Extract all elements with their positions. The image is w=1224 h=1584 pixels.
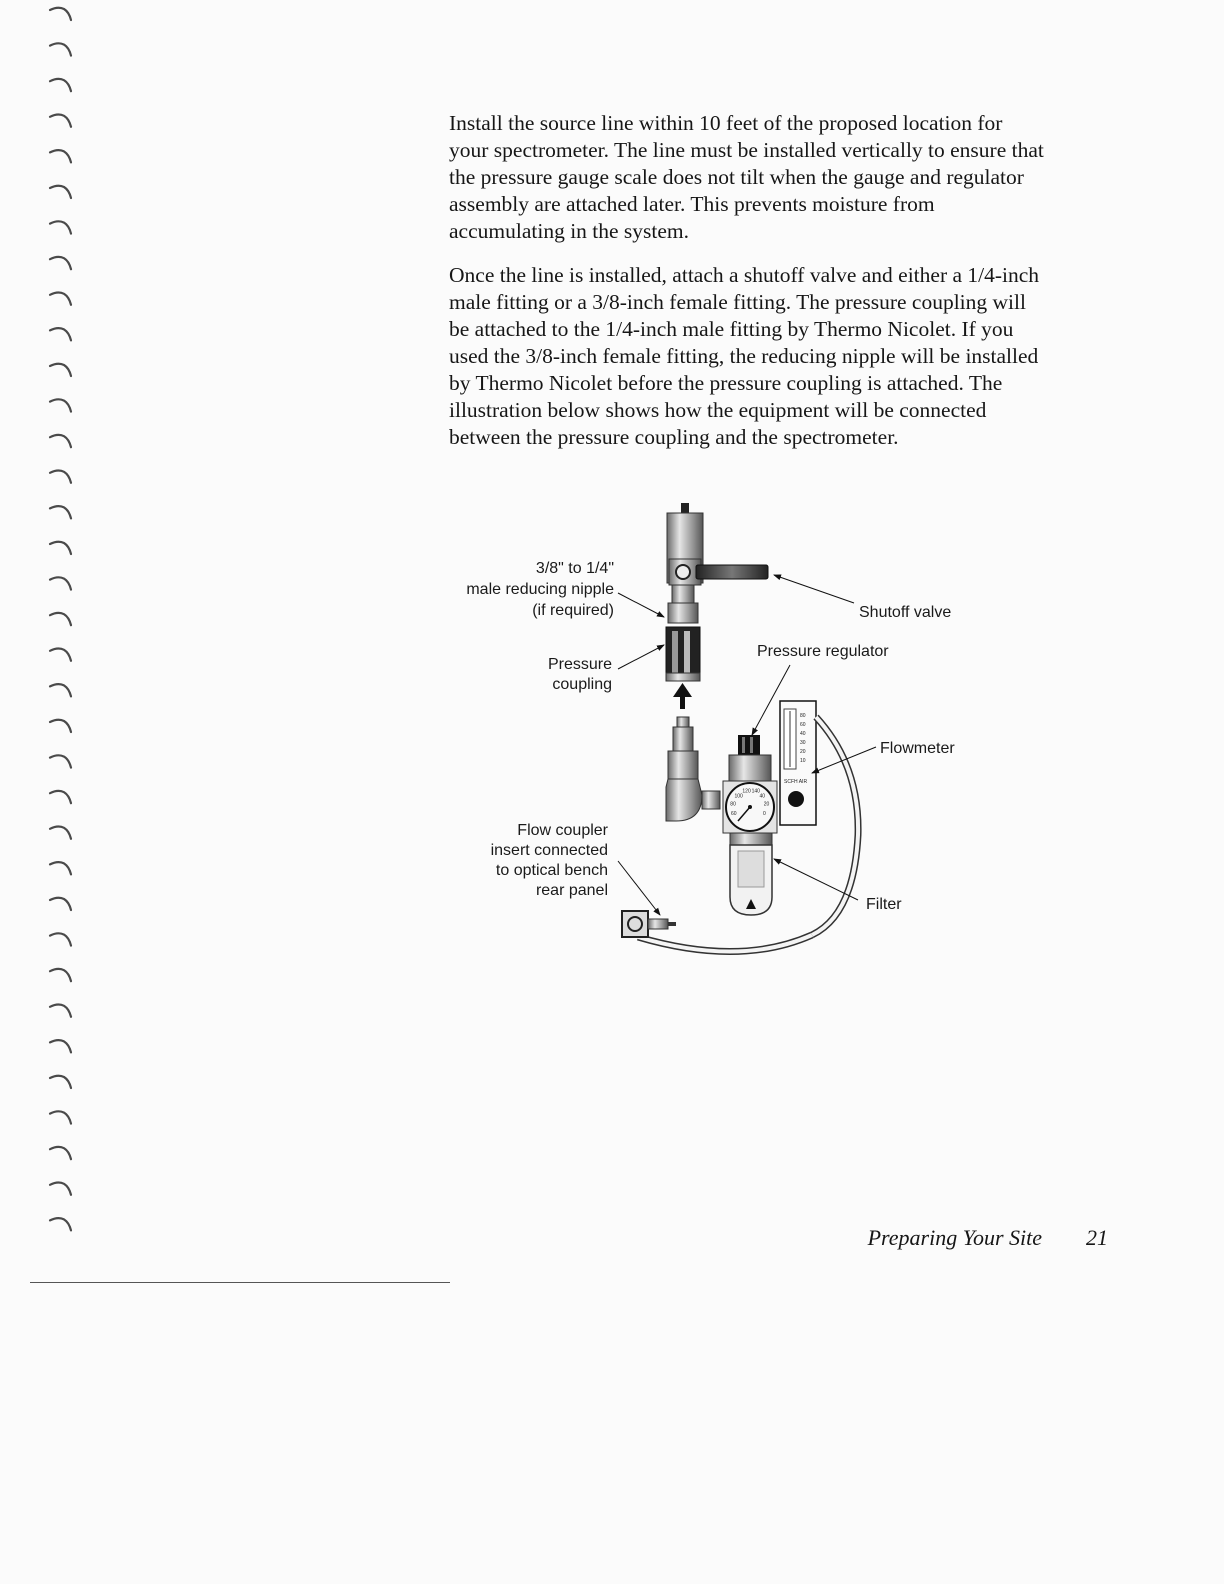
- binding-ring: [50, 684, 71, 696]
- binding-ring: [50, 79, 71, 91]
- label-pressure-regulator: Pressure regulator: [757, 643, 889, 660]
- paragraph-line: assembly are attached later. This prevents moisture from: [449, 192, 935, 216]
- paragraph-line: between the pressure coupling and the spectrometer.: [449, 425, 899, 449]
- flowmeter-scale-label: 40: [800, 731, 806, 737]
- paragraph-line: used the 3/8-inch female fitting, the reducing nipple will be installed: [449, 344, 1039, 368]
- equipment-illustration: [440, 495, 980, 975]
- label-coupling-line2: coupling: [552, 676, 612, 693]
- paragraph-line: Once the line is installed, attach a shutoff valve and either a 1/4-inch: [449, 263, 1040, 287]
- paragraph-line: your spectrometer. The line must be installed vertically to ensure that: [449, 138, 1044, 162]
- binding-ring: [50, 613, 71, 625]
- optical-bench-insert-graphic: [622, 911, 676, 937]
- binding-ring: [50, 862, 71, 874]
- binding-ring: [50, 399, 71, 411]
- binding-ring: [50, 8, 71, 20]
- gauge-scale-label: 120: [742, 788, 751, 795]
- binding-ring: [50, 649, 71, 661]
- label-flowmeter: Flowmeter: [880, 740, 955, 757]
- flowmeter-scale-label: 30: [800, 740, 806, 746]
- binding-ring: [50, 969, 71, 981]
- binding-ring: [50, 1218, 71, 1230]
- page-footer: [790, 1225, 1110, 1257]
- binding-ring: [50, 1076, 71, 1088]
- binding-ring: [50, 791, 71, 803]
- flowmeter-scale-label: 80: [800, 713, 806, 719]
- binding-ring: [50, 364, 71, 376]
- coupler-insert-graphic: [666, 717, 720, 821]
- binding-ring: [50, 1183, 71, 1195]
- gauge-scale-label: 80: [730, 801, 736, 808]
- flowmeter-scale-label: 10: [800, 758, 806, 764]
- paragraph-line: accumulating in the system.: [449, 219, 690, 243]
- binding-ring: [50, 221, 71, 233]
- flowmeter-scale-label: 20: [800, 749, 806, 755]
- binding-ring: [50, 720, 71, 732]
- binding-ring: [50, 293, 71, 305]
- paragraph-line: the pressure gauge scale does not tilt when the gauge and regulator: [449, 165, 1024, 189]
- paragraph-line: male fitting or a 3/8-inch female fitting. The pressure coupling will: [449, 290, 1026, 314]
- label-nipple-line2: male reducing nipple: [466, 581, 614, 598]
- paragraph-line: illustration below shows how the equipment will be connected: [449, 398, 987, 422]
- page-number: 21: [1086, 1225, 1108, 1250]
- gauge-scale-label: 0: [763, 810, 766, 817]
- label-flow-coupler-line4: rear panel: [535, 882, 608, 899]
- binding-ring: [50, 898, 71, 910]
- binding-ring: [50, 827, 71, 839]
- footer-section-title: Preparing Your Site: [867, 1225, 1042, 1250]
- binding-ring: [50, 115, 71, 127]
- binding-ring: [50, 1005, 71, 1017]
- paragraph-line: Install the source line within 10 feet of the proposed location for: [449, 111, 1003, 135]
- binding-ring: [50, 577, 71, 589]
- label-nipple-line3: (if required): [532, 602, 614, 619]
- shutoff-valve-graphic: [667, 503, 768, 623]
- paragraph-2: [449, 262, 1129, 451]
- label-nipple-line1: 3/8" to 1/4": [535, 560, 614, 577]
- binding-ring: [50, 328, 71, 340]
- binding-ring: [50, 150, 71, 162]
- binding-ring: [50, 542, 71, 554]
- label-flow-coupler-line3: to optical bench: [495, 862, 608, 879]
- paragraph-line: by Thermo Nicolet before the pressure coupling is attached. The: [449, 371, 1003, 395]
- filter-graphic: [730, 833, 772, 915]
- binding-ring: [50, 471, 71, 483]
- arrow-up-icon: [673, 683, 692, 709]
- label-coupling-line1: Pressure: [547, 656, 612, 673]
- binding-ring: [50, 186, 71, 198]
- spiral-binding: [0, 0, 90, 1300]
- label-flow-coupler-line1: Flow coupler: [517, 822, 608, 839]
- binding-ring: [50, 755, 71, 767]
- binding-ring: [50, 1111, 71, 1123]
- binding-ring: [50, 933, 71, 945]
- binding-ring: [50, 1147, 71, 1159]
- flowmeter-scale-label: 60: [800, 722, 806, 728]
- flowmeter-unit: SCFH AIR: [784, 779, 808, 785]
- gauge-scale-label: 60: [731, 810, 737, 817]
- gauge-scale-label: 100: [734, 793, 743, 800]
- label-flow-coupler-line2: insert connected: [490, 842, 608, 859]
- page-bottom-rule: [30, 1282, 450, 1283]
- binding-ring: [50, 435, 71, 447]
- label-shutoff-valve: Shutoff valve: [859, 604, 952, 621]
- binding-ring: [50, 257, 71, 269]
- gauge-scale-label: 20: [763, 801, 770, 808]
- flowmeter-graphic: [780, 701, 816, 825]
- pressure-coupling-graphic: [666, 627, 700, 681]
- label-filter: Filter: [866, 896, 902, 913]
- binding-ring: [50, 43, 71, 55]
- paragraph-1: [449, 110, 1129, 245]
- paragraph-line: be attached to the 1/4-inch male fitting by Thermo Nicolet. If you: [449, 317, 1014, 341]
- gauge-scale-label: 140: [751, 788, 760, 795]
- pressure-regulator-graphic: [723, 735, 777, 833]
- binding-ring: [50, 1040, 71, 1052]
- binding-ring: [50, 506, 71, 518]
- gauge-scale-label: 40: [759, 793, 766, 800]
